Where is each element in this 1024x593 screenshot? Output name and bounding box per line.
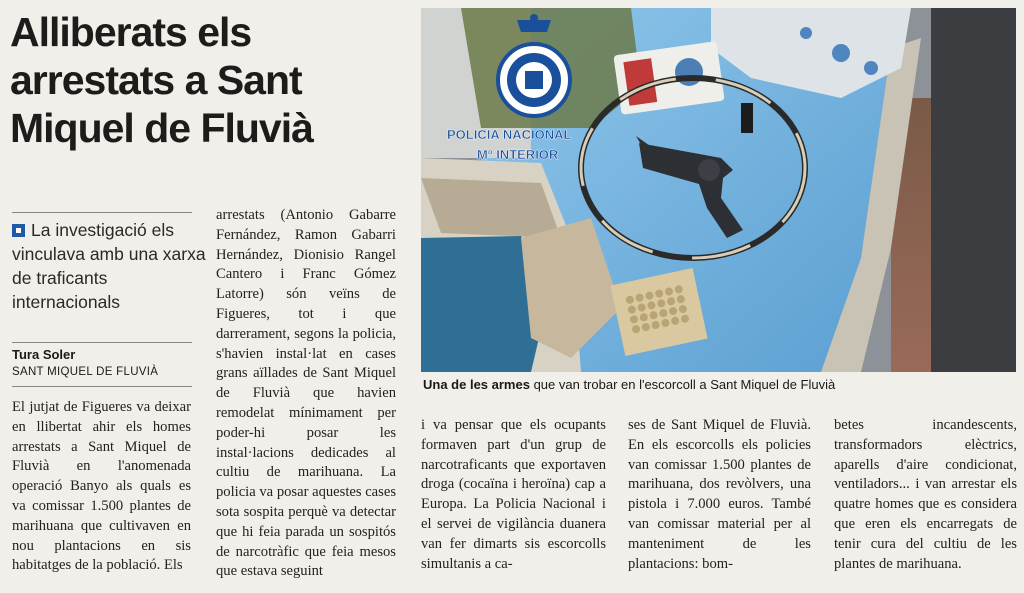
body-column-2 [216, 206, 396, 582]
byline-author: Tura Soler [12, 347, 76, 362]
body-column-2-text: arrestats (Antonio Gabarre Fernández, Ramon Gabarri Hernández, Dionisio Rangel Cantero i Franc Gómez Latorre) són veïns de Figueres, tot i que darrerament, segons la policia, s'havien instal·lat en cases grans aïllades de Sant Miquel de Fluvià que havien remodelat mínimament per poder-hi posar les instal·lacions dedicades al cultiu de marihuana. La policia va posar aquestes cases sota sospita perquè va detectar que hi feia parada un sospitós de narcotràfic que feia mesos que estava seguint [216, 207, 396, 580]
bullet-square-icon [12, 224, 25, 237]
headline [10, 8, 410, 152]
body-column-4-text: ses de Sant Miquel de Fluvià. En els escorcolls els policies van comissar 1.500 plantes de marihuana, dos revòlvers, una pistola i 7.000 euros. També van comissar material per al manteniment de les plantacions: bom- [628, 417, 811, 572]
byline-bottom-rule [12, 386, 192, 387]
body-column-5 [834, 416, 1017, 574]
byline [12, 346, 202, 381]
caption-bold: Una de les armes [423, 377, 530, 392]
byline-top-rule [12, 342, 192, 343]
body-column-5-text: betes incandescents, transformadors elèctrics, aparells d'aire condicionat, ventiladors... i van arrestar els quatre homes que es considera que eren els encarregats de tenir cura del cultiu de les plantes de marihuana. [834, 417, 1017, 572]
headline-line-3: Miquel de Fluvià [10, 105, 313, 151]
evidence-photo-illustration [421, 8, 1016, 372]
body-column-1 [12, 398, 191, 576]
byline-place: SANT MIQUEL DE FLUVIÀ [12, 366, 159, 378]
evidence-photo [421, 8, 1016, 372]
body-column-4 [628, 416, 811, 574]
lead-text: La investigació els vinculava amb una xarxa de traficants internacionals [12, 220, 206, 312]
headline-line-2: arrestats a Sant [10, 57, 302, 103]
logo-text-2: Mº INTERIOR [477, 147, 559, 162]
lead-summary [12, 218, 207, 314]
body-column-3 [421, 416, 606, 574]
logo-text-1: POLICIA NACIONAL [447, 127, 572, 142]
headline-line-1: Alliberats els [10, 9, 252, 55]
photo-caption [423, 376, 1018, 394]
body-column-3-text: i va pensar que els ocupants formaven part d'un grup de narcotraficants que exportaven droga (cocaïna i heroïna) cap a Europa. La Policia Nacional i el servei de vigilància duanera van fer dimarts sis escorcolls simultanis a ca- [421, 417, 606, 572]
caption-rest: que van trobar en l'escorcoll a Sant Miquel de Fluvià [529, 377, 836, 392]
lead-top-rule [12, 212, 192, 213]
body-column-1-text: El jutjat de Figueres va deixar en llibertat ahir els homes arrestats a Sant Miquel de Fluvià en l'anomenada operació Banyo als quals es va comissar 1.500 plantes de marihuana que cultivaven en nou plantacions en sis habitatges de la població. Els [12, 399, 191, 574]
